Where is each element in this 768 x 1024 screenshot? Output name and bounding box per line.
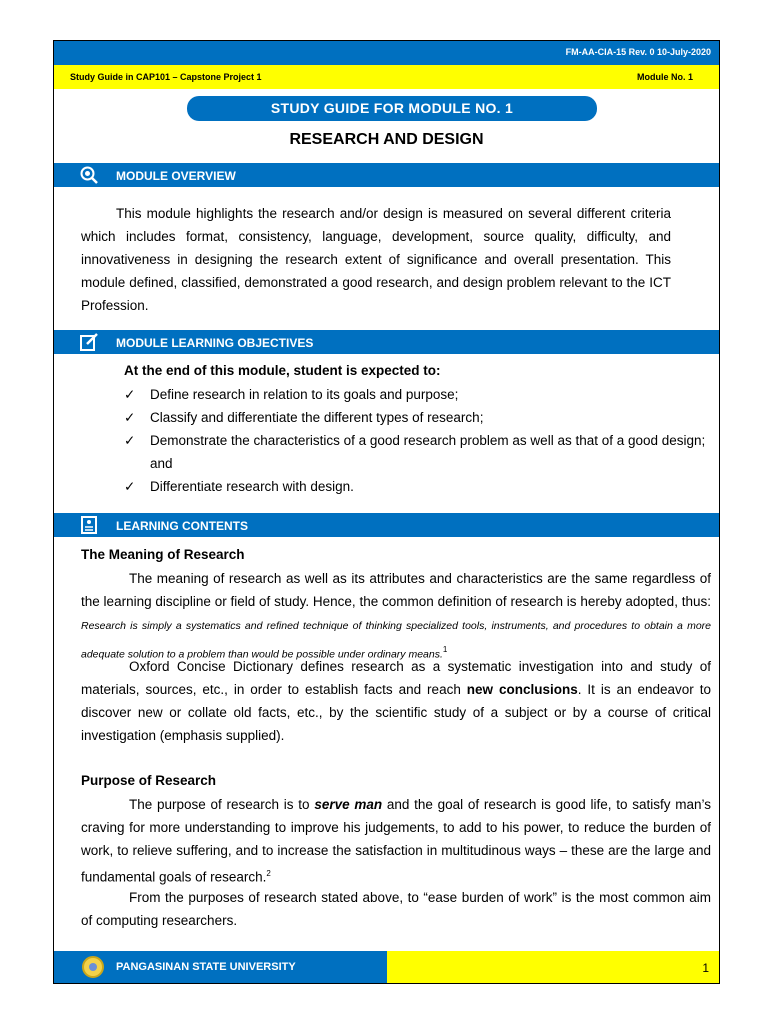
university-seal-icon — [82, 956, 104, 978]
list-item: ✓ Differentiate research with design. — [124, 475, 714, 498]
check-icon: ✓ — [124, 479, 136, 494]
paragraph-meaning: The meaning of research as well as its attributes and characteristics are the same regardless of the learning discipline or field of study. Hence, the common definition of research is hereby adopted, thus: Research is simply a systematics and refined technique of thinking specialized tools, instruments, and procedures to obtain a more adequate solution to a problem than would be possible under ordinary means.$^1$ — [81, 571, 711, 661]
section-label: MODULE OVERVIEW — [116, 169, 236, 183]
paragraph-oxford: Oxford Concise Dictionary defines research as a systematic investigation into and study of materials, sources, etc., in order to establish facts and reach new conclusions. It is an endeavor to discover new or collate old facts, etc., by the scientific study of a subject or by a course of critical investigation (emphasis supplied). — [81, 659, 711, 743]
section-label: MODULE LEARNING OBJECTIVES — [116, 336, 314, 350]
document-icon — [79, 515, 99, 535]
course-title: Study Guide in CAP101 – Capstone Project 1 — [70, 72, 262, 82]
section-label: LEARNING CONTENTS — [116, 519, 248, 533]
footer-page-bar — [387, 951, 719, 983]
edit-icon — [79, 332, 99, 352]
section-overview — [54, 163, 719, 187]
check-icon: ✓ — [124, 410, 136, 425]
page-number: 1 — [702, 961, 709, 975]
list-item: ✓ Classify and differentiate the different types of research; — [124, 406, 714, 429]
form-code: FM-AA-CIA-15 Rev. 0 10-July-2020 — [565, 47, 711, 57]
paragraph-purpose: The purpose of research is to serve man and the goal of research is good life, to satisfy man’s craving for more understanding to improve his judgements, to add to his power, to reduce the burden of work, to relieve suffering, and to increase the satisfaction in multitudinous ways – these are the large and fundamental goals of research.$^2$ — [81, 797, 711, 885]
university-name: PANGASINAN STATE UNIVERSITY — [116, 961, 296, 973]
study-guide-title: STUDY GUIDE FOR MODULE NO. 1 — [187, 96, 597, 121]
header-bar — [54, 41, 719, 65]
check-icon: ✓ — [124, 433, 136, 448]
paragraph-ease: From the purposes of research stated above, to “ease burden of work” is the most common aim of computing researchers. — [81, 890, 711, 928]
section-objectives — [54, 330, 719, 354]
list-item: ✓ Demonstrate the characteristics of a good research problem as well as that of a good design; and — [124, 429, 714, 475]
objectives-list — [124, 383, 714, 498]
list-item: ✓ Define research in relation to its goals and purpose; — [124, 383, 714, 406]
heading-meaning: The Meaning of Research — [81, 547, 245, 562]
overview-text: This module highlights the research and/or design is measured on several different criteria which includes format, consistency, language, development, source quality, difficulty, and innovativeness in designing the research extent of significance and overall presentation. This module defined, classified, demonstrated a good research, and design problem relevant to the ICT Profession. — [81, 206, 671, 313]
section-contents — [54, 513, 719, 537]
magnifier-icon — [79, 165, 99, 185]
objectives-intro: At the end of this module, student is expected to: — [124, 363, 441, 378]
heading-purpose: Purpose of Research — [81, 773, 217, 788]
footer-bar — [54, 951, 387, 983]
document-page — [53, 40, 720, 984]
module-title: RESEARCH AND DESIGN — [289, 131, 484, 148]
header-subbar — [54, 65, 719, 89]
module-number: Module No. 1 — [637, 72, 693, 82]
check-icon: ✓ — [124, 387, 136, 402]
